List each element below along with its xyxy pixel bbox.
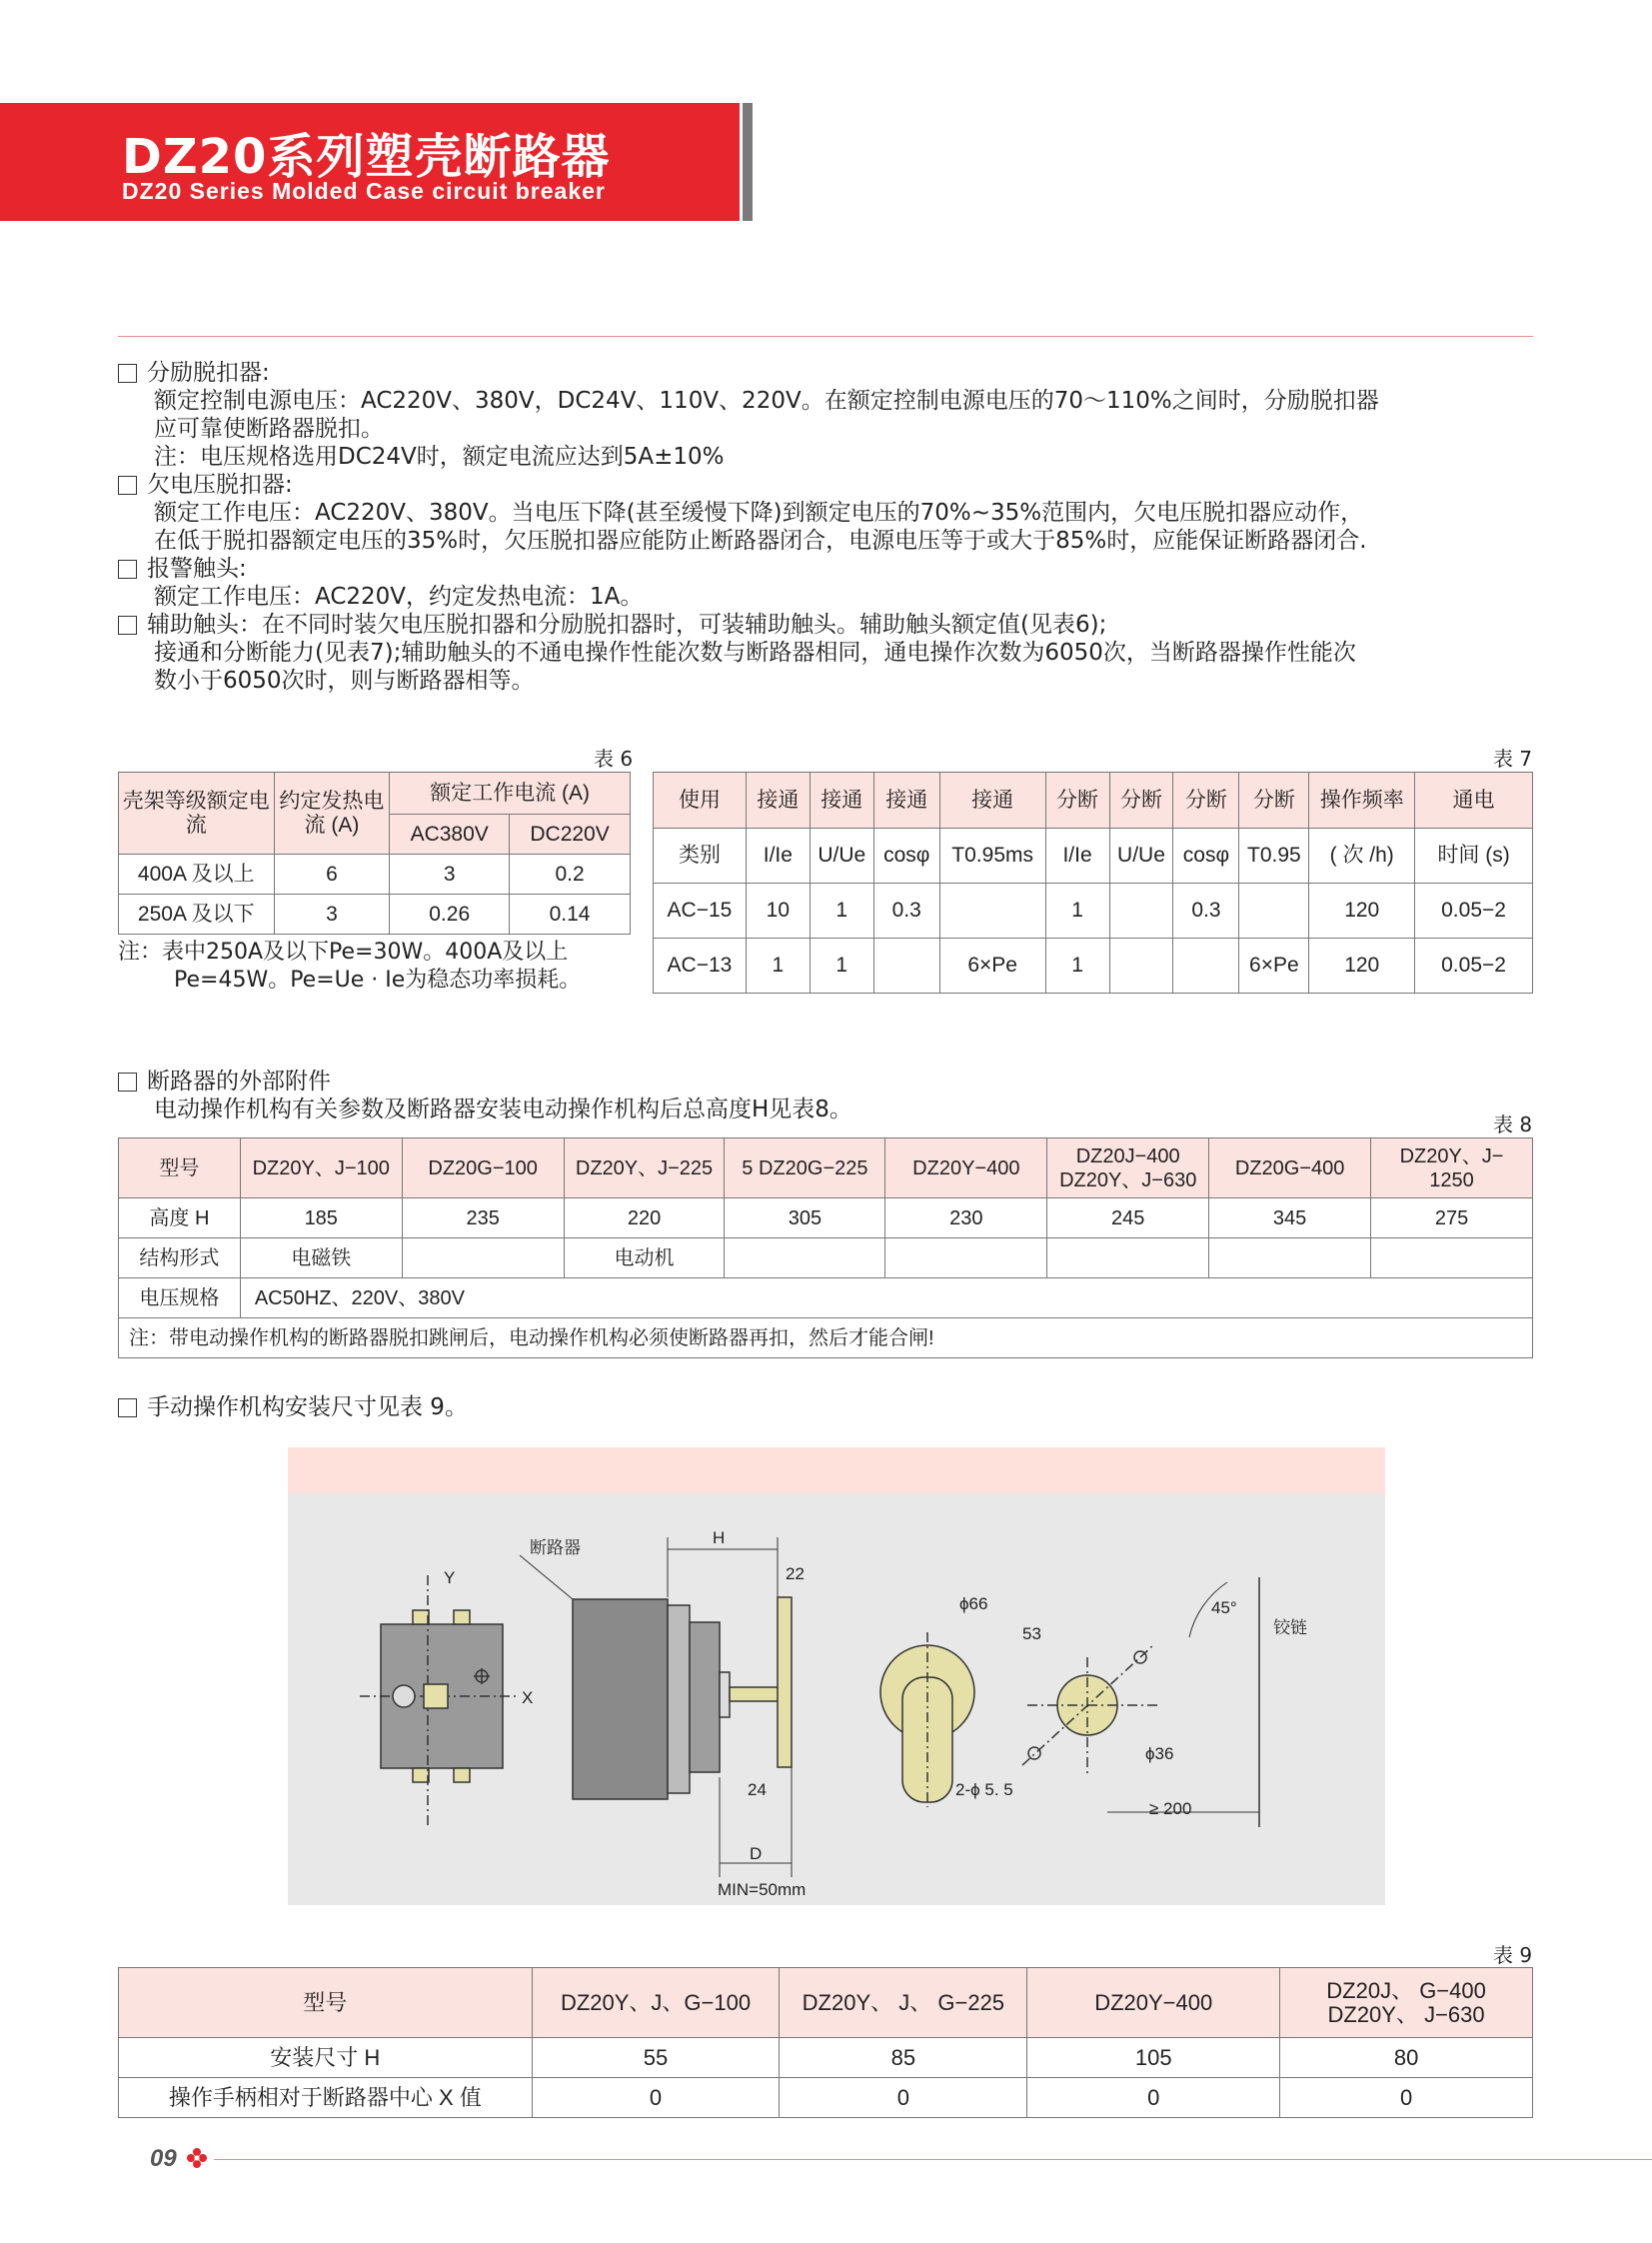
label-min-50: MIN=50mm xyxy=(718,1880,807,1899)
table-cell: 305 xyxy=(725,1198,885,1238)
t7-subheader: U/Ue xyxy=(1109,829,1173,884)
t9-header: DZ20Y−400 xyxy=(1027,1968,1280,2038)
t8-header: 5 DZ20G−225 xyxy=(725,1138,885,1198)
table-cell: 6×Pe xyxy=(939,939,1045,994)
t8-header: 型号 xyxy=(119,1138,241,1198)
t7-header: 接通 xyxy=(810,773,873,829)
t7-subheader: I/Ie xyxy=(746,829,810,884)
t7-subheader: 时间 (s) xyxy=(1415,829,1533,884)
t7-header: 分断 xyxy=(1045,773,1109,829)
t9-header: 型号 xyxy=(119,1968,533,2038)
section-line: 额定工作电压：AC220V，约定发热电流：1A。 xyxy=(154,584,644,610)
label-hinge: 铰链 xyxy=(1273,1618,1307,1637)
row-label: 电压规格 xyxy=(119,1278,241,1318)
table-cell xyxy=(873,939,939,994)
table-cell xyxy=(1173,939,1239,994)
checkbox-icon xyxy=(118,616,137,635)
label-dim-22: 22 xyxy=(786,1564,805,1583)
section-heading: 报警触头: xyxy=(147,556,247,582)
table-row xyxy=(654,939,1533,994)
footer-divider xyxy=(214,2159,1652,2160)
table-cell xyxy=(1109,939,1173,994)
installation-drawing xyxy=(288,1447,1385,1905)
table-cell: 245 xyxy=(1047,1198,1209,1238)
t7-subheader: T0.95 xyxy=(1239,829,1309,884)
table-cell: 0.05−2 xyxy=(1415,884,1533,939)
section-line: 额定控制电源电压：AC220V、380V，DC24V、110V、220V。在额定控制电源电压的70～110%之间时，分励脱扣器 xyxy=(154,388,1379,414)
page-title: DZ20系列塑壳断路器 xyxy=(122,129,611,185)
t7-subheader: U/Ue xyxy=(810,829,873,884)
table-cell xyxy=(1047,1238,1209,1278)
table-cell: 1 xyxy=(810,939,873,994)
section-heading: 分励脱扣器: xyxy=(147,360,270,386)
t7-header: 使用 xyxy=(654,773,747,829)
table8 xyxy=(118,1137,1533,1358)
label-dim-d: D xyxy=(750,1844,763,1863)
installation-diagram xyxy=(288,1447,1385,1905)
t9-header: DZ20Y、 J、 G−225 xyxy=(780,1968,1027,2038)
note-line: Pe=45W。Pe=Ue · Ie为稳态功率损耗。 xyxy=(174,968,582,993)
table-cell: 185 xyxy=(240,1198,402,1238)
table-row xyxy=(119,2078,1533,2118)
t8-header: DZ20Y、J−225 xyxy=(564,1138,725,1198)
table-row xyxy=(119,855,631,895)
t8-header: DZ20G−100 xyxy=(402,1138,564,1198)
table-cell: 3 xyxy=(274,895,390,935)
label-breaker: 断路器 xyxy=(530,1538,581,1557)
table-cell xyxy=(1371,1238,1533,1278)
t7-header: 接通 xyxy=(939,773,1045,829)
row-label: 高度 H xyxy=(119,1198,241,1238)
table-cell: 0.26 xyxy=(390,895,510,935)
t6-header-rated: 额定工作电流 (A) xyxy=(390,773,631,815)
table-cell: 1 xyxy=(746,939,810,994)
table-cell: 105 xyxy=(1027,2038,1280,2078)
table-cell xyxy=(1239,884,1309,939)
t8-header: DZ20Y−400 xyxy=(885,1138,1047,1198)
t8-header: DZ20Y、J−100 xyxy=(240,1138,402,1198)
t7-header: 接通 xyxy=(873,773,939,829)
section-manual-mechanism xyxy=(118,1393,468,1421)
table-cell: 230 xyxy=(885,1198,1047,1238)
table-cell: 6 xyxy=(274,855,390,895)
t7-header: 接通 xyxy=(746,773,810,829)
checkbox-icon xyxy=(118,1398,137,1417)
label-dim-h: H xyxy=(713,1528,726,1547)
section-line: 电动操作机构有关参数及断路器安装电动操作机构后总高度H见表8。 xyxy=(154,1097,852,1122)
table6 xyxy=(118,772,631,935)
t7-subheader: cosφ xyxy=(1173,829,1239,884)
checkbox-icon xyxy=(118,364,137,383)
t7-header: 分断 xyxy=(1173,773,1239,829)
table9-caption: 表 9 xyxy=(1493,1943,1533,1967)
section-shunt-release xyxy=(118,359,1379,471)
t8-header: DZ20G−400 xyxy=(1209,1138,1371,1198)
table7-caption: 表 7 xyxy=(1493,747,1533,771)
section-heading: 断路器的外部附件 xyxy=(147,1069,331,1095)
table-cell: 120 xyxy=(1309,884,1415,939)
t7-subheader: cosφ xyxy=(873,829,939,884)
t6-header-dc: DC220V xyxy=(510,815,631,855)
table-row xyxy=(119,1198,1533,1238)
row-label: 结构形式 xyxy=(119,1238,241,1278)
section-line: 数小于6050次时，则与断路器相等。 xyxy=(154,668,535,694)
t8-header: DZ20Y、J− 1250 xyxy=(1371,1138,1533,1198)
section-heading: 欠电压脱扣器: xyxy=(147,472,293,498)
table-row xyxy=(654,884,1533,939)
table7 xyxy=(653,772,1533,994)
banner-edge xyxy=(743,103,753,221)
table8-caption: 表 8 xyxy=(1493,1113,1533,1136)
table-cell: 0.05−2 xyxy=(1415,939,1533,994)
section-undervoltage-release xyxy=(118,471,1367,555)
t9-header: DZ20Y、J、G−100 xyxy=(532,1968,780,2038)
section-heading: 辅助触头：在不同时装欠电压脱扣器和分励脱扣器时，可装辅助触头。辅助触头额定值(见表6); xyxy=(147,612,1107,638)
table-cell: 80 xyxy=(1280,2038,1533,2078)
table-cell: 0.3 xyxy=(1173,884,1239,939)
page-subtitle: DZ20 Series Molded Case circuit breaker xyxy=(122,178,606,204)
table-cell: 0.3 xyxy=(873,884,939,939)
table-row xyxy=(119,2038,1533,2078)
t7-header: 操作频率 xyxy=(1309,773,1415,829)
section-line: 额定工作电压：AC220V、380V。当电压下降(甚至缓慢下降)到额定电压的70%~35%范围内，欠电压脱扣器应动作， xyxy=(154,500,1364,526)
table-cell: 6×Pe xyxy=(1239,939,1309,994)
table-cell: 275 xyxy=(1371,1198,1533,1238)
table-row xyxy=(119,895,631,935)
label-holes: 2-ϕ 5. 5 xyxy=(955,1780,1013,1799)
label-dim-24: 24 xyxy=(748,1780,767,1799)
top-divider xyxy=(118,336,1533,337)
label-axis-x: X xyxy=(522,1688,534,1707)
table-cell: 0 xyxy=(1280,2078,1533,2118)
table6-note xyxy=(118,939,581,995)
table-row xyxy=(119,1318,1533,1358)
section-line: 注：电压规格选用DC24V时，额定电流应达到5A±10% xyxy=(154,444,725,470)
table-cell: 400A 及以上 xyxy=(119,855,275,895)
table-cell: 0.2 xyxy=(510,855,631,895)
table-cell: 345 xyxy=(1209,1198,1371,1238)
brand-flower-icon xyxy=(186,2147,208,2169)
table-cell: 0 xyxy=(780,2078,1027,2118)
table-cell: 1 xyxy=(1045,884,1109,939)
table-cell: 3 xyxy=(390,855,510,895)
table-cell: 85 xyxy=(780,2038,1027,2078)
t8-header: DZ20J−400 DZ20Y、J−630 xyxy=(1047,1138,1209,1198)
table-cell xyxy=(402,1238,564,1278)
table-cell: 0.14 xyxy=(510,895,631,935)
label-phi36: ϕ36 xyxy=(1145,1744,1174,1763)
section-auxiliary-contact xyxy=(118,611,1356,695)
label-dim-53: 53 xyxy=(1022,1624,1041,1643)
section-line: 在低于脱扣器额定电压的35%时，欠压脱扣器应能防止断路器闭合，电源电压等于或大于85%时，应能保证断路器闭合. xyxy=(154,528,1367,554)
t9-header: DZ20J、 G−400 DZ20Y、 J−630 xyxy=(1280,1968,1533,2038)
table-cell xyxy=(885,1238,1047,1278)
table-cell xyxy=(939,884,1045,939)
table-cell: 电磁铁 xyxy=(240,1238,402,1278)
t7-header: 分断 xyxy=(1239,773,1309,829)
label-angle: 45° xyxy=(1211,1598,1237,1617)
table-cell xyxy=(1109,884,1173,939)
table8-note: 注：带电动操作机构的断路器脱扣跳闸后，电动操作机构必须使断路器再扣，然后才能合闸! xyxy=(119,1318,1533,1358)
t6-header-frame: 壳架等级额定电流 xyxy=(119,773,275,855)
t6-header-thermal: 约定发热电流 (A) xyxy=(274,773,390,855)
label-phi66: ϕ66 xyxy=(959,1594,988,1613)
checkbox-icon xyxy=(118,476,137,495)
table-cell: 235 xyxy=(402,1198,564,1238)
table-cell: AC50HZ、220V、380V xyxy=(240,1278,1532,1318)
table-cell: 55 xyxy=(532,2038,780,2078)
row-label: 安装尺寸 H xyxy=(119,2038,533,2078)
t7-subheader: T0.95ms xyxy=(939,829,1045,884)
table6-caption: 表 6 xyxy=(594,747,634,771)
section-heading: 手动操作机构安装尺寸见表 9。 xyxy=(147,1394,468,1420)
table-cell: 0 xyxy=(1027,2078,1280,2118)
section-external-accessories xyxy=(118,1068,852,1123)
table-cell: 0 xyxy=(532,2078,780,2118)
row-label: 操作手柄相对于断路器中心 X 值 xyxy=(119,2078,533,2118)
t7-subheader: ( 次 /h) xyxy=(1309,829,1415,884)
t6-header-ac: AC380V xyxy=(390,815,510,855)
table-cell xyxy=(1209,1238,1371,1278)
table-cell: 120 xyxy=(1309,939,1415,994)
t7-header: 通电 xyxy=(1415,773,1533,829)
table9 xyxy=(118,1967,1533,2118)
t7-header: 分断 xyxy=(1109,773,1173,829)
t7-subheader: 类别 xyxy=(654,829,747,884)
label-dim-200: ≥ 200 xyxy=(1149,1799,1192,1818)
section-alarm-contact xyxy=(118,555,643,611)
table-cell: 1 xyxy=(810,884,873,939)
table-cell: 220 xyxy=(564,1198,725,1238)
page-number: 09 xyxy=(150,2145,177,2172)
table-cell: AC−15 xyxy=(654,884,747,939)
table-cell: 1 xyxy=(1045,939,1109,994)
label-axis-y: Y xyxy=(444,1568,456,1587)
t7-subheader: I/Ie xyxy=(1045,829,1109,884)
table-cell: AC−13 xyxy=(654,939,747,994)
table-cell: 10 xyxy=(746,884,810,939)
table-row xyxy=(119,1278,1533,1318)
table-cell xyxy=(725,1238,885,1278)
note-line: 注：表中250A及以下Pe=30W。400A及以上 xyxy=(118,940,569,965)
checkbox-icon xyxy=(118,560,137,579)
checkbox-icon xyxy=(118,1073,137,1092)
table-cell: 250A 及以下 xyxy=(119,895,275,935)
table-cell: 电动机 xyxy=(564,1238,725,1278)
section-line: 接通和分断能力(见表7);辅助触头的不通电操作性能次数与断路器相同，通电操作次数为6050次，当断路器操作性能次 xyxy=(154,640,1356,666)
table-row xyxy=(119,1238,1533,1278)
section-line: 应可靠使断路器脱扣。 xyxy=(154,416,384,442)
